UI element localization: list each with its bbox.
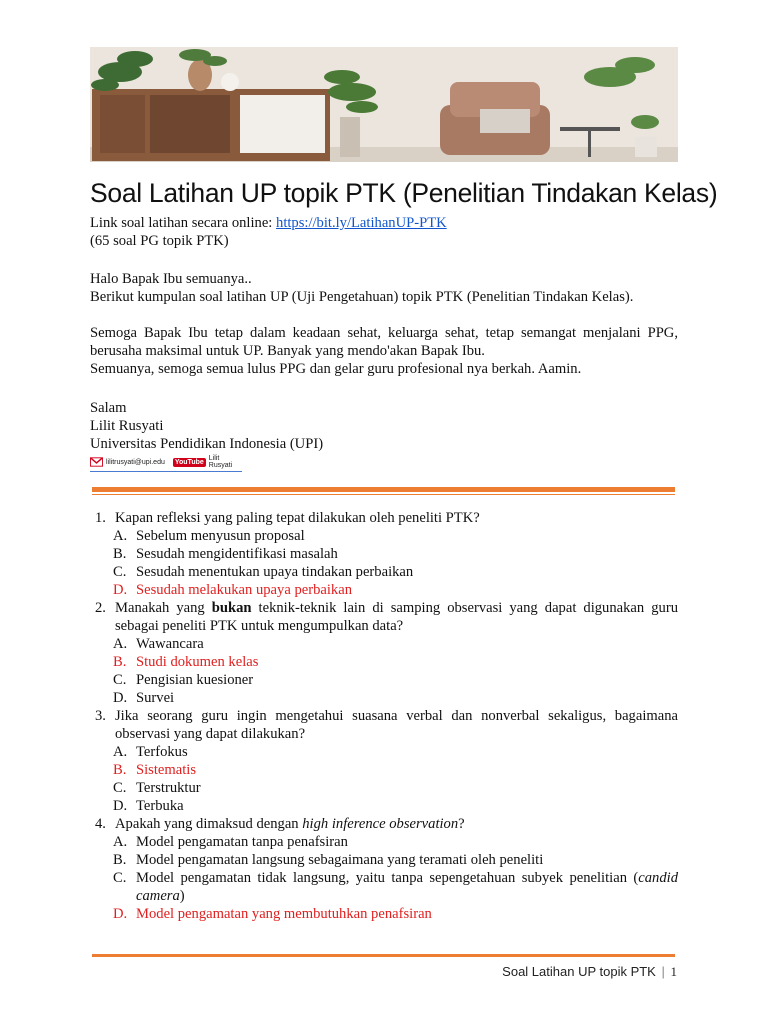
question-text-part: Manakah yang: [115, 600, 212, 616]
greeting-block: [90, 270, 678, 306]
question-text-part: teknik-teknik lain di samping observasi yang dapat digunakan guru sebagai peneliti PTK untuk mengumpulkan data?: [115, 600, 678, 634]
option-letter: D.: [113, 798, 128, 814]
question-number: 1.: [95, 510, 106, 526]
page-footer: [502, 964, 677, 980]
question-italic-term: high inference observation: [302, 816, 459, 832]
question-text: [115, 816, 465, 832]
option-1d-correct: [90, 581, 678, 599]
option-text: Terstruktur: [136, 780, 201, 796]
option-4c: [90, 869, 678, 905]
question-number: 4.: [95, 816, 106, 832]
question-2: [90, 599, 678, 635]
option-4b: [90, 851, 678, 869]
option-letter: B.: [113, 762, 127, 778]
option-4a: [90, 833, 678, 851]
question-text: Jika seorang guru ingin mengetahui suasana verbal dan nonverbal sekaligus, bagaimana observasi yang dapat dilakukan?: [115, 708, 678, 742]
option-text: Model pengamatan tidak langsung, yaitu tanpa sepengetahuan subyek penelitian (: [136, 870, 639, 886]
footer-separator: |: [661, 964, 665, 979]
signature-block: [90, 399, 678, 453]
online-link-line: [90, 214, 678, 232]
option-3d: [90, 797, 678, 815]
section-divider-thick: [92, 487, 675, 492]
wishes-paragraph: Semoga Bapak Ibu tetap dalam keadaan sehat, keluarga sehat, tetap semangat menjalani PPG, berusaha maksimal untuk UP. Banyak yang mendo'akan Bapak Ibu.: [90, 325, 678, 359]
contact-badges: [90, 454, 242, 472]
question-3: [90, 707, 678, 743]
blessing-line: Semuanya, semoga semua lulus PPG dan gelar guru profesional nya berkah. Aamin.: [90, 361, 582, 377]
question-1: [90, 509, 678, 527]
option-4d-correct: [90, 905, 678, 923]
greeting-line: Halo Bapak Ibu semuanya..: [90, 271, 252, 287]
footer-divider: [92, 954, 675, 957]
question-number: 3.: [95, 708, 106, 724]
question-4: [90, 815, 678, 833]
option-italic-term: candid camera: [136, 870, 678, 904]
option-text: Sesudah mengidentifikasi masalah: [136, 546, 338, 562]
option-letter: A.: [113, 834, 128, 850]
description-line: Berikut kumpulan soal latihan UP (Uji Pengetahuan) topik PTK (Penelitian Tindakan Kelas).: [90, 289, 634, 305]
option-letter: C.: [113, 672, 127, 688]
option-letter: D.: [113, 582, 128, 598]
option-text: Terbuka: [136, 798, 184, 814]
option-text: Terfokus: [136, 744, 188, 760]
online-quiz-link[interactable]: https://bit.ly/LatihanUP-PTK: [276, 215, 447, 231]
option-text: Pengisian kuesioner: [136, 672, 254, 688]
option-letter: D.: [113, 906, 128, 922]
option-2d: [90, 689, 678, 707]
option-text: Sesudah melakukan upaya perbaikan: [136, 582, 352, 598]
question-list: [90, 509, 678, 923]
option-1c: [90, 563, 678, 581]
question-text-part: Apakah yang dimaksud dengan: [115, 816, 303, 832]
option-3c: [90, 779, 678, 797]
wishes-block: [90, 324, 678, 378]
question-count-note: (65 soal PG topik PTK): [90, 233, 229, 249]
question-text: [115, 600, 678, 634]
option-letter: B.: [113, 852, 127, 868]
option-text: Sesudah menentukan upaya tindakan perbaikan: [136, 564, 414, 580]
option-letter: D.: [113, 690, 128, 706]
option-letter: A.: [113, 528, 128, 544]
option-letter: C.: [113, 564, 127, 580]
option-text: Wawancara: [136, 636, 204, 652]
option-1b: [90, 545, 678, 563]
option-letter: B.: [113, 546, 127, 562]
youtube-icon: YouTube: [174, 458, 204, 466]
question-text-part: ?: [458, 816, 465, 832]
option-2c: [90, 671, 678, 689]
intro-block: [90, 214, 678, 250]
contact-email[interactable]: lilitrusyati@upi.edu: [106, 458, 165, 466]
footer-label: Soal Latihan UP topik PTK: [502, 964, 656, 979]
option-2a: [90, 635, 678, 653]
option-3b-correct: [90, 761, 678, 779]
question-emphasis: bukan: [211, 600, 252, 616]
option-letter: C.: [113, 870, 127, 886]
option-text: Model pengamatan yang membutuhkan penafsiran: [136, 906, 432, 922]
option-letter: C.: [113, 780, 127, 796]
option-letter: B.: [113, 654, 127, 670]
question-text: Kapan refleksi yang paling tepat dilakukan oleh peneliti PTK?: [115, 510, 480, 526]
gmail-icon: [90, 457, 103, 467]
option-text: Survei: [136, 690, 175, 706]
author-name: Lilit Rusyati: [90, 418, 164, 434]
page-number: 1: [670, 964, 677, 979]
option-text: Model pengamatan tanpa penafsiran: [136, 834, 348, 850]
link-prefix: Link soal latihan secara online:: [90, 215, 277, 231]
option-2b-correct: [90, 653, 678, 671]
closing-line: Salam: [90, 400, 127, 416]
option-1a: [90, 527, 678, 545]
option-text: Sistematis: [136, 762, 196, 778]
option-text: Studi dokumen kelas: [136, 654, 259, 670]
question-number: 2.: [95, 600, 106, 616]
document-title: Soal Latihan UP topik PTK (Penelitian Tindakan Kelas): [90, 178, 718, 208]
option-text: Sebelum menyusun proposal: [136, 528, 305, 544]
option-letter: A.: [113, 744, 128, 760]
option-letter: A.: [113, 636, 128, 652]
section-divider-thin: [92, 494, 675, 495]
author-affiliation: Universitas Pendidikan Indonesia (UPI): [90, 436, 324, 452]
option-3a: [90, 743, 678, 761]
option-text: Model pengamatan langsung sebagaimana yang teramati oleh peneliti: [136, 852, 544, 868]
option-text: ): [179, 888, 185, 904]
header-banner-image: [90, 47, 678, 162]
youtube-channel-name[interactable]: Lilit Rusyati: [208, 455, 233, 469]
